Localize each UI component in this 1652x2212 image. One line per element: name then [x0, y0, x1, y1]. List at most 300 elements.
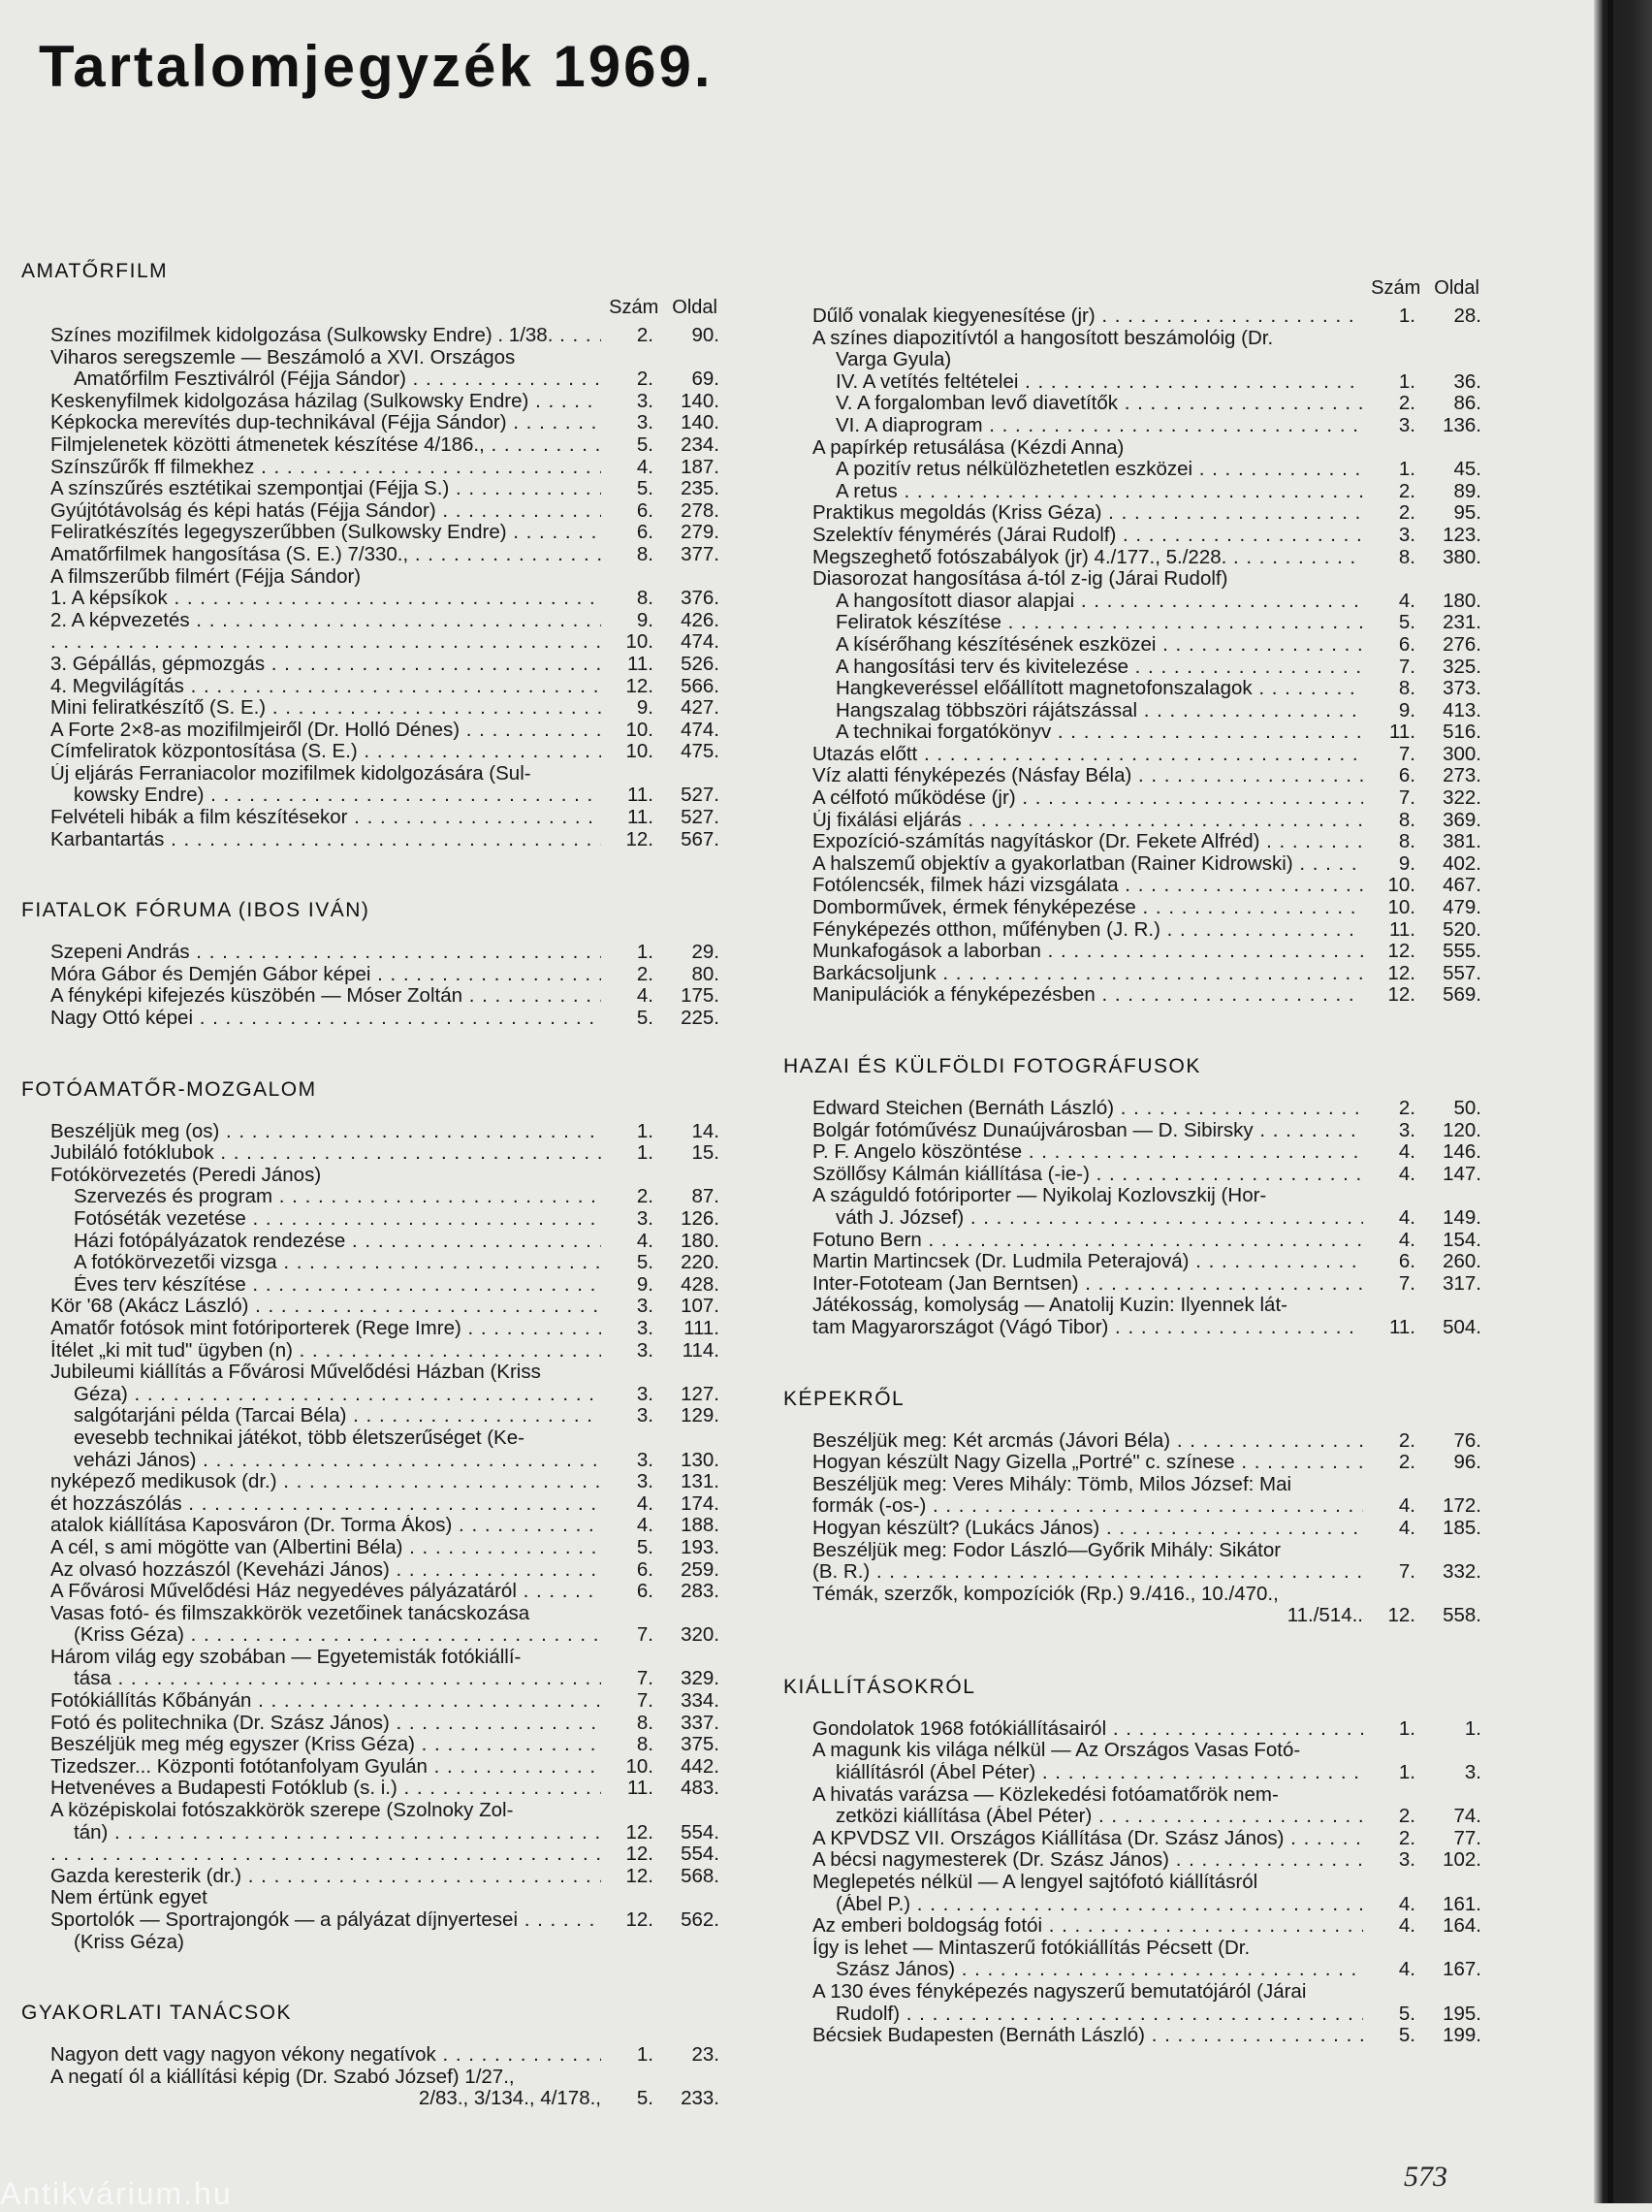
- entry-title: A színes diapozitívtól a hangosított beszámolóig (Dr.: [812, 327, 1274, 349]
- issue-number: 12.: [625, 1908, 653, 1931]
- entry-title: Tizedszer... Központi fotótanfolyam Gyulán . . .: [50, 1756, 601, 1779]
- page-ref: 337.: [681, 1711, 719, 1734]
- entry-title: tán) . . .: [50, 1822, 601, 1844]
- page-ref: 172.: [1443, 1494, 1481, 1518]
- toc-entry: [783, 568, 1481, 591]
- issue-number: 7.: [636, 1667, 653, 1690]
- entry-title: evesebb technikai játékot, több életszerűséget (Ke-: [74, 1427, 524, 1449]
- page-ref: 87.: [691, 1185, 719, 1208]
- issue-number: 9.: [636, 696, 653, 720]
- entry-title: Utazás előtt . . .: [812, 744, 1363, 766]
- entry-title: ét hozzászólás . . .: [50, 1493, 601, 1516]
- toc-entry: [21, 1800, 719, 1822]
- toc-entry: [783, 941, 1481, 963]
- entry-title: Hetvenéves a Budapesti Fotóklub (s. i.) . . .: [50, 1778, 601, 1800]
- page-ref: 483.: [681, 1777, 719, 1800]
- entry-title: Nem értünk egyet: [50, 1887, 207, 1909]
- issue-number: 12.: [625, 1843, 653, 1866]
- toc-entry: [21, 741, 719, 763]
- entry-title: Beszéljük meg még egyszer (Kriss Géza) . . .: [50, 1734, 601, 1756]
- section-heading: KIÁLLÍTÁSOKRÓL: [783, 1675, 976, 1698]
- page-ref: 69.: [691, 368, 719, 391]
- entry-title: nyképező medikusok (dr.) . . .: [50, 1471, 601, 1493]
- issue-number: 3.: [636, 1404, 653, 1427]
- entry-title: Színes mozifilmek kidolgozása (Sulkowsky Endre) . 1/38. . . .: [50, 325, 601, 347]
- toc-entry: [21, 2067, 719, 2089]
- entry-title: atalok kiállítása Kaposváron (Dr. Torma Ákos) . . .: [50, 1515, 601, 1537]
- page-ref: 50.: [1453, 1097, 1481, 1119]
- entry-title: IV. A vetítés feltételei . . .: [812, 371, 1363, 394]
- toc-section: [783, 277, 1481, 1007]
- column-labels: [783, 277, 1481, 300]
- entry-title: 3. Gépállás, gépmozgás . . .: [50, 654, 601, 676]
- issue-number: 5.: [1398, 2024, 1415, 2047]
- page-ref: 45.: [1453, 458, 1481, 481]
- entry-title: Móra Gábor és Demjén Gábor képei . . .: [50, 964, 601, 986]
- page-ref: 28.: [1453, 305, 1481, 327]
- entry-title: Dűlő vonalak kiegyenesítése (jr) . . .: [812, 305, 1363, 328]
- toc-entry: [21, 1493, 719, 1516]
- issue-number: 8.: [1398, 808, 1415, 831]
- entry-title: A száguldó fotóriporter — Nyikolaj Kozlovszkij (Hor-: [812, 1185, 1267, 1207]
- toc-entry: [21, 566, 719, 589]
- entry-title: Géza) . . .: [50, 1384, 601, 1406]
- entry-title: [50, 1843, 601, 1866]
- entry-title: Szelektív fénymérés (Járai Rudolf) . . .: [812, 525, 1363, 547]
- entry-title: Meglepetés nélkül — A lengyel sajtófotó kiállításról: [812, 1872, 1258, 1894]
- toc-entry: [21, 785, 719, 807]
- issue-number: 3.: [636, 1295, 653, 1318]
- toc-entry: [21, 412, 719, 434]
- page-ref: 126.: [681, 1207, 719, 1230]
- toc-entry: [21, 1362, 719, 1384]
- page-ref: 325.: [1443, 655, 1481, 678]
- toc-entry: [783, 1251, 1481, 1273]
- toc-entry: [21, 1427, 719, 1450]
- entry-title: 11./514..: [1287, 1605, 1363, 1627]
- page-ref: 193.: [681, 1535, 719, 1558]
- page-ref: 567.: [681, 827, 719, 850]
- toc-entry: [783, 525, 1481, 547]
- issue-number: 1.: [1398, 1716, 1415, 1740]
- issue-number: 5.: [636, 477, 653, 500]
- page-ref: 260.: [1443, 1250, 1481, 1273]
- entry-title: Bécsiek Budapesten (Bernáth László) . . .: [812, 2025, 1363, 2047]
- entry-title: Amatőrfilmek hangosítása (S. E.) 7/330., . . .: [50, 544, 601, 566]
- toc-entry: [21, 1121, 719, 1143]
- entry-title: [50, 631, 601, 654]
- toc-entry: [783, 1273, 1481, 1296]
- toc-entry: [21, 1142, 719, 1165]
- page-ref: 467.: [1443, 874, 1481, 897]
- issue-number: 5.: [1398, 611, 1415, 634]
- toc-entry: [783, 1828, 1481, 1850]
- toc-entry: [783, 305, 1481, 328]
- toc-entry: [21, 676, 719, 698]
- entry-title: A pozitív retus nélkülözhetetlen eszközei . . .: [812, 459, 1363, 481]
- issue-number: 4.: [1398, 589, 1415, 612]
- issue-number: 8.: [636, 1733, 653, 1756]
- entry-title: 1. A képsíkok . . .: [50, 588, 601, 610]
- issue-number: 12.: [1387, 961, 1415, 984]
- toc-entry: [21, 1713, 719, 1735]
- issue-number: 12.: [625, 674, 653, 697]
- toc-entry: [783, 1230, 1481, 1252]
- entry-title: Amatőr fotósok mint fotóriporterek (Rege Imre) . . .: [50, 1318, 601, 1340]
- toc-section: [21, 2002, 719, 2110]
- issue-number: 9.: [636, 1272, 653, 1296]
- page-ref: 526.: [681, 652, 719, 675]
- entry-title: Fotó és politechnika (Dr. Szász János) . . .: [50, 1713, 601, 1735]
- toc-entry: [783, 547, 1481, 569]
- section-heading: KÉPEKRŐL: [783, 1387, 905, 1410]
- entry-title: Játékosság, komolyság — Anatolij Kuzin: Ilyennek lát-: [812, 1295, 1287, 1317]
- right-column: [783, 277, 1481, 2096]
- page-ref: 373.: [1443, 677, 1481, 700]
- page-ref: 74.: [1453, 1805, 1481, 1828]
- column-labels: [21, 297, 719, 319]
- toc-entry: [21, 325, 719, 347]
- toc-entry: [21, 1932, 719, 1954]
- toc-entry: [21, 588, 719, 610]
- page-ref: 29.: [691, 941, 719, 964]
- entry-title: 4. Megvilágítás . . .: [50, 676, 601, 698]
- issue-number: 8.: [1398, 545, 1415, 568]
- issue-number: 3.: [636, 1338, 653, 1362]
- toc-entry: [21, 500, 719, 523]
- toc-entry: [783, 810, 1481, 832]
- toc-entry: [783, 1295, 1481, 1317]
- page-ref: 130.: [681, 1448, 719, 1471]
- toc-section: [21, 1078, 719, 1954]
- page-ref: 111.: [683, 1316, 719, 1339]
- toc-entry: [783, 721, 1481, 744]
- entry-title: A hivatás varázsa — Közlekedési fotóamatőrök nem-: [812, 1783, 1279, 1806]
- toc-entry: [783, 349, 1481, 371]
- page-ref: 300.: [1443, 742, 1481, 765]
- issue-number: 3.: [636, 1316, 653, 1339]
- entry-title: Ítélet „ki mit tud" ügyben (n) . . .: [50, 1340, 601, 1362]
- toc-entry: [783, 634, 1481, 657]
- issue-number: 2.: [1398, 1097, 1415, 1119]
- issue-number: 7.: [1398, 786, 1415, 810]
- page-ref: 278.: [681, 498, 719, 522]
- page-ref: 558.: [1443, 1604, 1481, 1627]
- page-number: 573: [1404, 2161, 1447, 2193]
- toc-entry: [21, 1208, 719, 1231]
- entry-title: Képkocka merevítés dup-technikával (Féjja Sándor) . . .: [50, 412, 601, 434]
- entry-title: Nagyon dett vagy nagyon vékony negatívok . . .: [50, 2044, 601, 2067]
- toc-entry: [783, 1915, 1481, 1938]
- entry-title: Filmjelenetek közötti átmenetek készítése 4/186., . . .: [50, 434, 601, 457]
- entry-title: Inter-Fototeam (Jan Berntsen) . . .: [812, 1273, 1363, 1296]
- entry-title: A Forte 2×8-as mozifilmjeiről (Dr. Holló Dénes) . . .: [50, 720, 601, 742]
- page-ref: 426.: [681, 608, 719, 631]
- entry-title: Gyújtótávolság és képi hatás (Féjja Sándor) . . .: [50, 500, 601, 523]
- toc-entry: [21, 1318, 719, 1340]
- entry-title: Varga Gyula): [836, 349, 952, 371]
- page-ref: 516.: [1443, 721, 1481, 744]
- entry-title: Beszéljük meg (os) . . .: [50, 1121, 601, 1143]
- page-ref: 279.: [681, 521, 719, 544]
- page-ref: 127.: [681, 1382, 719, 1405]
- page-ref: 317.: [1443, 1271, 1481, 1295]
- toc-entry: [21, 1165, 719, 1187]
- entry-title: Domborművek, érmek fényképezése . . .: [812, 897, 1363, 919]
- page-ref: 283.: [681, 1580, 719, 1603]
- issue-number: 12.: [1387, 1604, 1415, 1627]
- entry-title: Éves terv készítése . . .: [50, 1274, 601, 1297]
- toc-entry: [783, 853, 1481, 876]
- oldal-label: Oldal: [672, 297, 717, 318]
- toc-entry: [783, 1207, 1481, 1230]
- issue-number: 5.: [1398, 2002, 1415, 2025]
- oldal-label: Oldal: [1434, 277, 1479, 299]
- page-ref: 259.: [681, 1557, 719, 1581]
- issue-number: 9.: [1398, 698, 1415, 721]
- entry-title: Bolgár fotóművész Dunaújvárosban — D. Sibirsky . . .: [812, 1120, 1363, 1142]
- entry-title: Munkafogások a laborban . . .: [812, 941, 1363, 963]
- page-ref: 120.: [1443, 1118, 1481, 1141]
- page-ref: 554.: [681, 1820, 719, 1843]
- issue-number: 8.: [1398, 677, 1415, 700]
- issue-number: 12.: [625, 827, 653, 850]
- issue-number: 4.: [636, 984, 653, 1008]
- page-ref: 86.: [1453, 392, 1481, 415]
- page-ref: 187.: [681, 455, 719, 478]
- toc-entry: [21, 544, 719, 566]
- toc-entry: [21, 2088, 719, 2110]
- issue-number: 2.: [636, 368, 653, 391]
- entry-title: Témák, szerzők, kompozíciók (Rp.) 9./416., 10./470.,: [812, 1583, 1279, 1605]
- issue-number: 1.: [1398, 458, 1415, 481]
- issue-number: 6.: [636, 1557, 653, 1581]
- page-ref: 520.: [1443, 917, 1481, 941]
- issue-number: 5.: [636, 433, 653, 456]
- toc-entry: [21, 1384, 719, 1406]
- entry-title: Feliratok készítése . . .: [812, 612, 1363, 634]
- toc-entry: [21, 1734, 719, 1756]
- toc-entry: [21, 1405, 719, 1427]
- toc-entry: [21, 1296, 719, 1318]
- entry-title: Sportolók — Sportrajongók — a pályázat díjnyertesei . . .: [50, 1909, 601, 1932]
- toc-entry: [21, 829, 719, 851]
- page-ref: 167.: [1443, 1958, 1481, 1981]
- issue-number: 4.: [1398, 1516, 1415, 1539]
- page-ref: 474.: [681, 718, 719, 741]
- toc-entry: [21, 1231, 719, 1253]
- entry-title: Mini feliratkészítő (S. E.) . . .: [50, 697, 601, 720]
- page-ref: 1.: [1464, 1716, 1481, 1740]
- issue-number: 2.: [1398, 479, 1415, 502]
- page-ref: 15.: [691, 1141, 719, 1165]
- toc-entry: [783, 700, 1481, 722]
- issue-number: 6.: [1398, 764, 1415, 787]
- page-ref: 381.: [1443, 830, 1481, 853]
- entry-title: A filmszerűbb filmért (Féjja Sándor): [50, 565, 362, 588]
- entry-title: Beszéljük meg: Veres Mihály: Tömb, Milos József: Mai: [812, 1473, 1292, 1495]
- issue-number: 2.: [636, 962, 653, 985]
- page-ref: 107.: [681, 1295, 719, 1318]
- page-ref: 527.: [681, 784, 719, 807]
- toc-entry: [21, 1909, 719, 1932]
- toc-entry: [783, 1740, 1481, 1762]
- entry-title: Hogyan készült? (Lukács János) . . .: [812, 1518, 1363, 1540]
- toc-entry: [21, 1647, 719, 1669]
- toc-entry: [21, 478, 719, 500]
- toc-entry: [783, 1495, 1481, 1518]
- page-ref: 89.: [1453, 479, 1481, 502]
- page-ref: 96.: [1453, 1451, 1481, 1474]
- toc-entry: [783, 1540, 1481, 1562]
- page-ref: 474.: [681, 630, 719, 654]
- toc-entry: [783, 1164, 1481, 1186]
- entry-title: A fotókörvezetői vizsga . . .: [50, 1252, 601, 1274]
- entry-title: A célfotó működése (jr) . . .: [812, 787, 1363, 810]
- issue-number: 4.: [1398, 1892, 1415, 1915]
- toc-entry: [21, 697, 719, 720]
- issue-number: 10.: [625, 718, 653, 741]
- toc-entry: [21, 1756, 719, 1779]
- toc-entry: [21, 763, 719, 785]
- issue-number: 8.: [636, 587, 653, 610]
- toc-entry: [21, 1252, 719, 1274]
- toc-entry: [21, 1581, 719, 1603]
- toc-entry: [21, 964, 719, 986]
- entry-title: Színszűrők ff filmekhez . . .: [50, 457, 601, 479]
- section-heading: FIATALOK FÓRUMA (IBOS IVÁN): [21, 899, 370, 922]
- entry-title: tása . . .: [50, 1668, 601, 1690]
- toc-entry: [21, 610, 719, 632]
- page-ref: 180.: [681, 1229, 719, 1252]
- issue-number: 3.: [1398, 523, 1415, 546]
- toc-entry: [783, 831, 1481, 853]
- entry-title: Gazda keresterik (dr.) . . .: [50, 1866, 601, 1888]
- szam-label: Szám: [609, 297, 659, 318]
- page-ref: 164.: [1443, 1914, 1481, 1938]
- toc-entry: [783, 1141, 1481, 1164]
- page-ref: 554.: [681, 1843, 719, 1866]
- entry-title: Amatőrfilm Fesztiválról (Féjja Sándor) . . .: [50, 369, 601, 391]
- issue-number: 3.: [636, 411, 653, 434]
- watermark: Antikvárium.hu: [0, 2176, 233, 2211]
- toc-entry: [21, 1668, 719, 1690]
- issue-number: 5.: [636, 2087, 653, 2110]
- toc-entry: [783, 1518, 1481, 1540]
- issue-number: 2.: [1398, 1805, 1415, 1828]
- toc-entry: [783, 1452, 1481, 1474]
- page-ref: 320.: [681, 1623, 719, 1647]
- toc-entry: [783, 1185, 1481, 1207]
- toc-entry: [783, 765, 1481, 787]
- issue-number: 7.: [636, 1623, 653, 1647]
- issue-number: 4.: [636, 1229, 653, 1252]
- toc-entry: [783, 1762, 1481, 1784]
- entry-title: 2. A képvezetés . . .: [50, 610, 601, 632]
- entry-title: Praktikus megoldás (Kriss Géza) . . .: [812, 502, 1363, 525]
- entry-title: kiállításról (Ábel Péter) . . .: [812, 1762, 1363, 1784]
- issue-number: 11.: [1389, 721, 1415, 744]
- entry-title: váth J. József) . . .: [812, 1207, 1363, 1230]
- issue-number: 4.: [1398, 1140, 1415, 1164]
- entry-title: Víz alatti fényképezés (Násfay Béla) . . .: [812, 765, 1363, 787]
- toc-entry: [21, 1515, 719, 1537]
- entry-title: Fotólencsék, filmek házi vizsgálata . . .: [812, 875, 1363, 897]
- page-ref: 475.: [681, 740, 719, 763]
- entry-title: Fotókörvezetés (Peredi János): [50, 1164, 322, 1186]
- toc-entry: [783, 328, 1481, 350]
- issue-number: 3.: [1398, 1118, 1415, 1141]
- issue-number: 2.: [636, 324, 653, 346]
- toc-entry: [21, 654, 719, 676]
- issue-number: 9.: [1398, 851, 1415, 875]
- page-ref: 234.: [681, 433, 719, 456]
- issue-number: 6.: [636, 498, 653, 522]
- toc-entry: [783, 678, 1481, 700]
- page-ref: 334.: [681, 1689, 719, 1713]
- issue-number: 6.: [1398, 1250, 1415, 1273]
- toc-entry: [21, 1866, 719, 1888]
- toc-entry: [21, 457, 719, 479]
- issue-number: 4.: [1398, 1205, 1415, 1229]
- entry-title: kowsky Endre) . . .: [50, 785, 601, 807]
- toc-entry: [21, 434, 719, 457]
- entry-title: Jubiláló fotóklubok . . .: [50, 1142, 601, 1165]
- entry-title: Martin Martincsek (Dr. Ludmila Peterajová) . . .: [812, 1251, 1363, 1273]
- page-ref: 273.: [1443, 764, 1481, 787]
- issue-number: 3.: [636, 1207, 653, 1230]
- issue-number: 6.: [636, 521, 653, 544]
- entry-title: A kísérőhang készítésének eszközei . . .: [812, 634, 1363, 657]
- page-ref: 77.: [1453, 1826, 1481, 1849]
- toc-section: [783, 1055, 1481, 1339]
- page-ref: 569.: [1443, 983, 1481, 1007]
- entry-title: V. A forgalomban levő diavetítők . . .: [812, 393, 1363, 415]
- szam-label: Szám: [1371, 277, 1421, 299]
- toc-entry: [783, 502, 1481, 525]
- entry-title: Barkácsoljunk . . .: [812, 963, 1363, 985]
- issue-number: 3.: [636, 389, 653, 412]
- page-ref: 140.: [681, 411, 719, 434]
- page-ref: 527.: [681, 806, 719, 829]
- entry-title: Megszeghető fotószabályok (jr) 4./177., 5./228. . . .: [812, 547, 1363, 569]
- toc-entry: [783, 1430, 1481, 1453]
- page-ref: 95.: [1453, 501, 1481, 525]
- page-ref: 329.: [681, 1667, 719, 1690]
- issue-number: 2.: [1398, 1451, 1415, 1474]
- page-ref: 428.: [681, 1272, 719, 1296]
- issue-number: 11.: [627, 1777, 653, 1800]
- entry-title: Szász János) . . .: [812, 1959, 1363, 1981]
- issue-number: 7.: [1398, 1271, 1415, 1295]
- toc-entry: [21, 942, 719, 964]
- entry-title: Viharos seregszemle — Beszámoló a XVI. Országos: [50, 346, 516, 369]
- issue-number: 12.: [1387, 983, 1415, 1007]
- page-ref: 149.: [1443, 1205, 1481, 1229]
- toc-entry: [21, 369, 719, 391]
- issue-number: 12.: [625, 1864, 653, 1887]
- entry-title: formák (-os-) . . .: [812, 1495, 1363, 1518]
- entry-title: Karbantartás . . .: [50, 829, 601, 851]
- entry-title: A hangosítási terv és kivitelezése . . .: [812, 657, 1363, 679]
- entry-title: A magunk kis világa nélkül — Az Országos Vasas Fotó-: [812, 1740, 1301, 1762]
- entry-title: A technikai forgatókönyv . . .: [812, 721, 1363, 744]
- entry-title: Így is lehet — Mintaszerű fotókiállítás Pécsett (Dr.: [812, 1937, 1251, 1959]
- issue-number: 2.: [636, 1185, 653, 1208]
- page-ref: 369.: [1443, 808, 1481, 831]
- section-heading: HAZAI ÉS KÜLFÖLDI FOTOGRÁFUSOK: [783, 1055, 1201, 1077]
- issue-number: 7.: [1398, 742, 1415, 765]
